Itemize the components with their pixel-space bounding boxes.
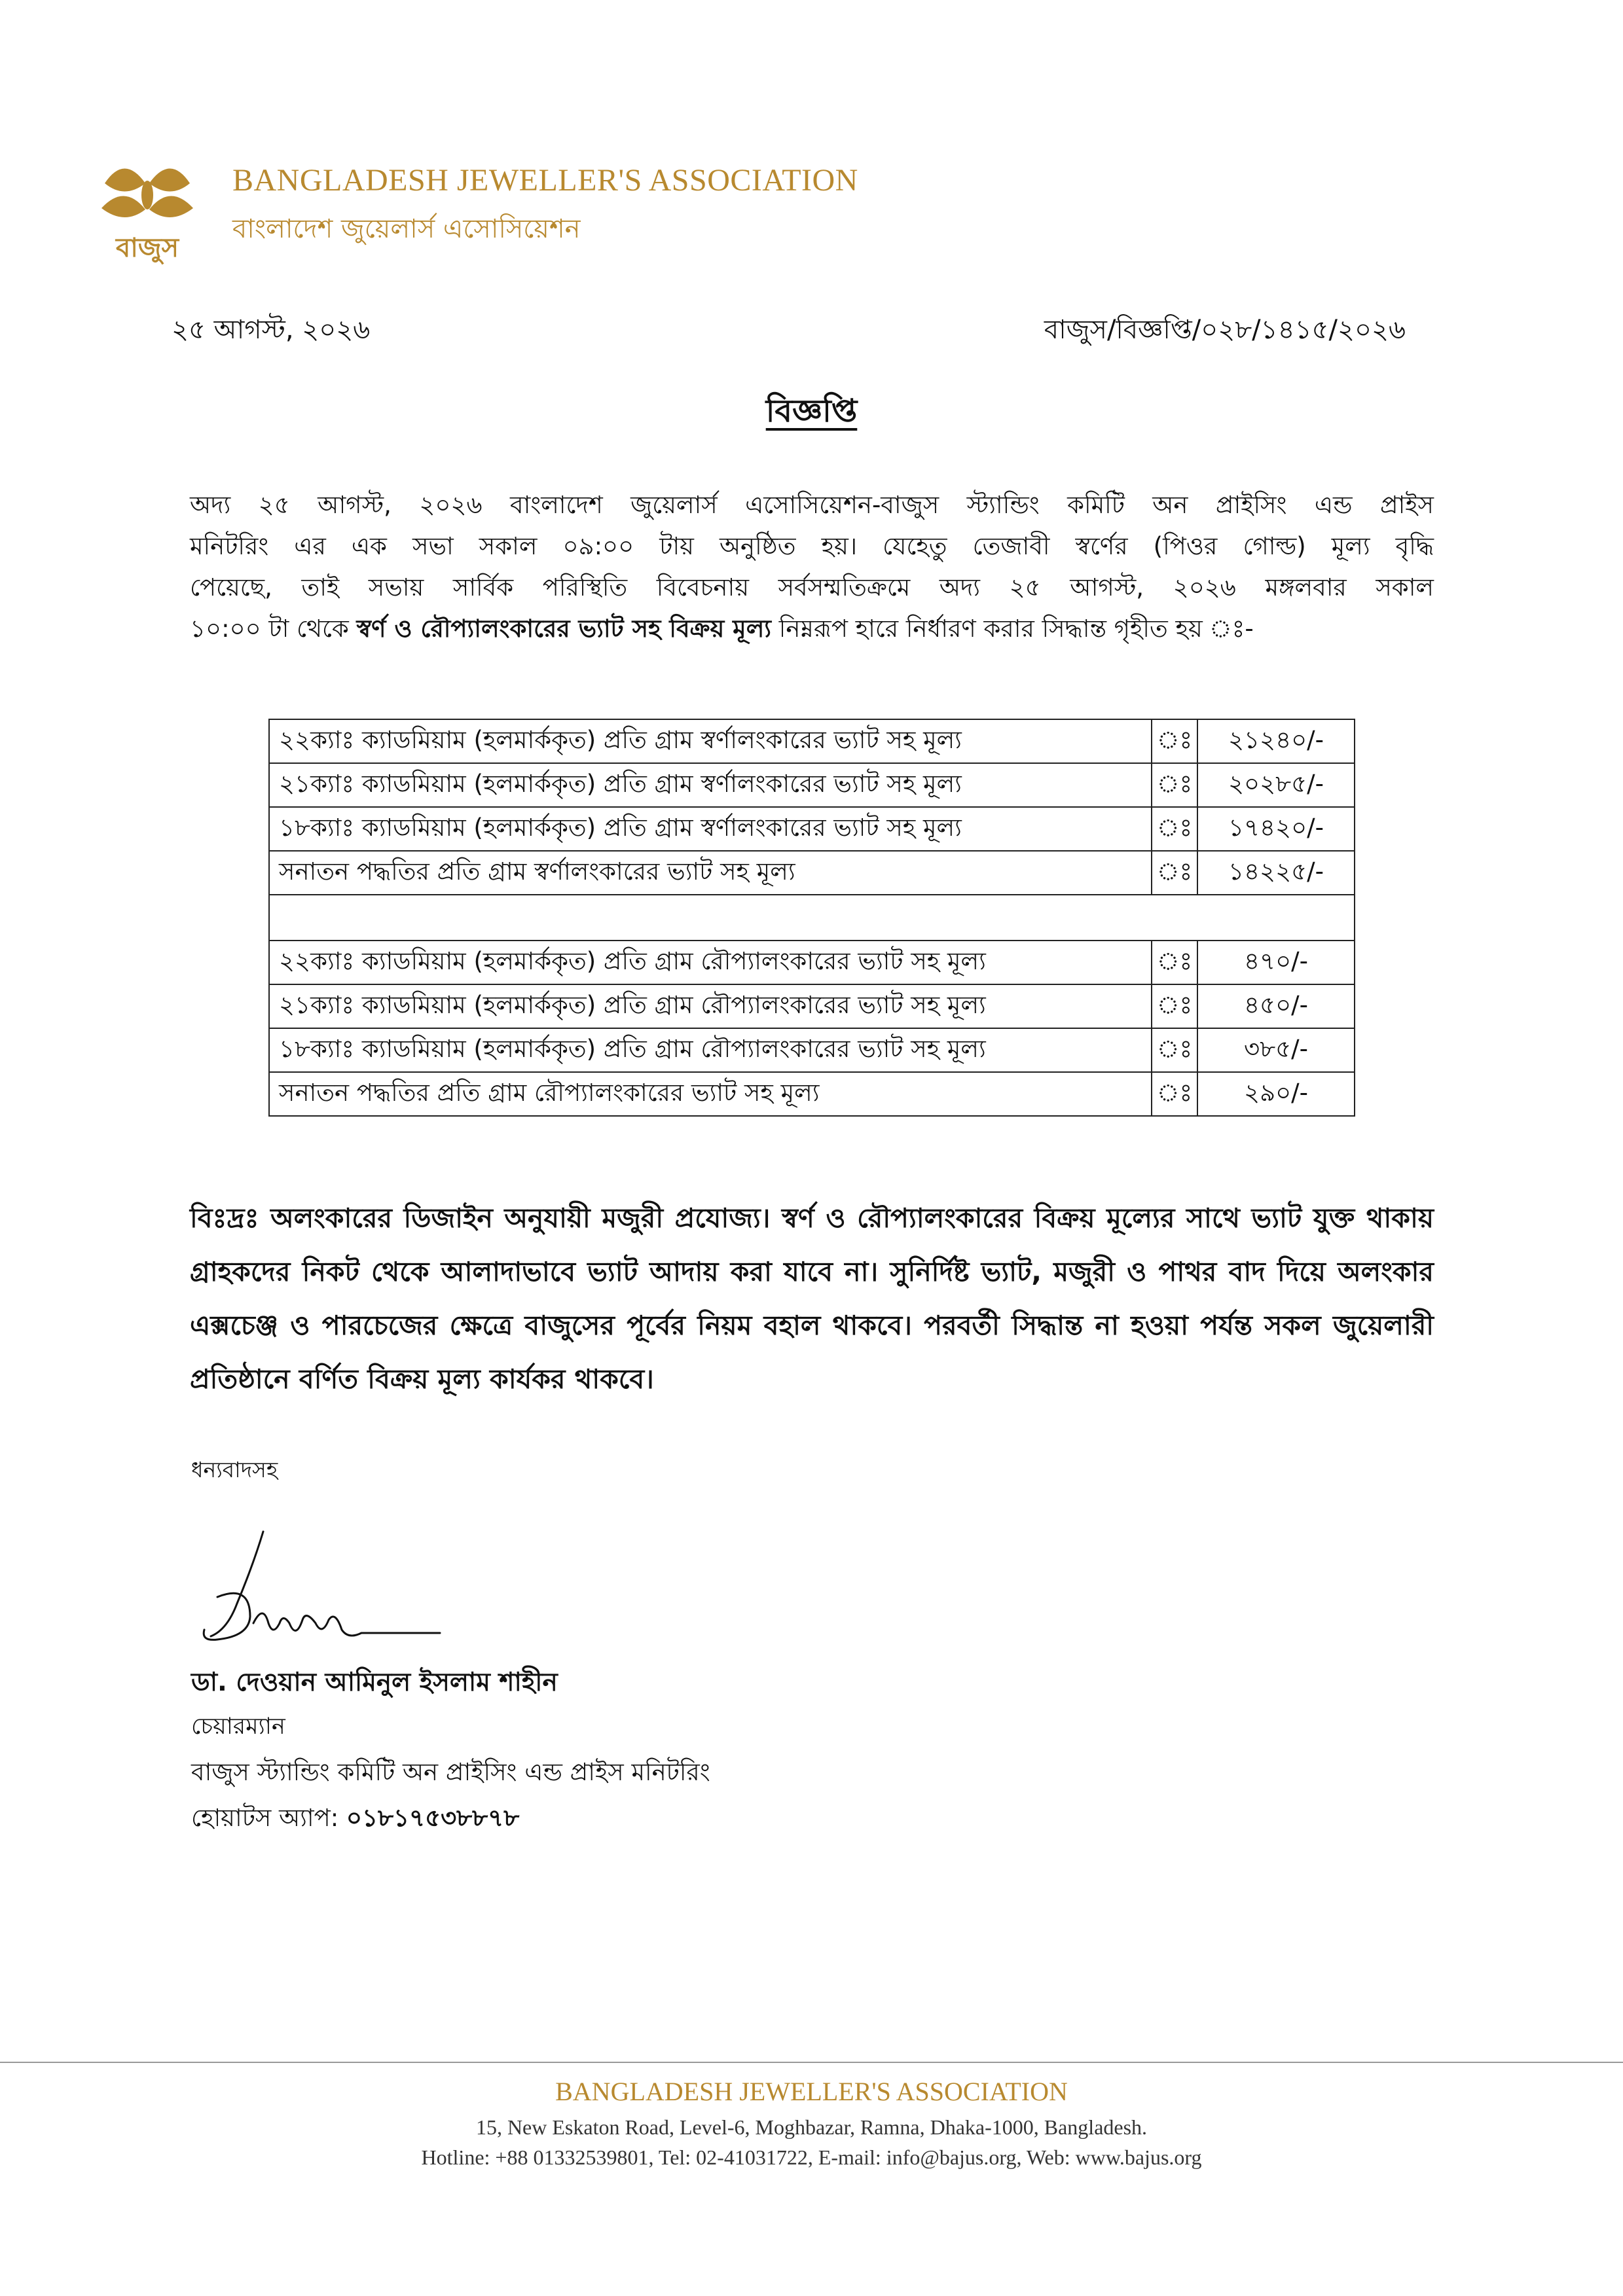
whatsapp-contact bbox=[191, 1799, 519, 1840]
price-table bbox=[268, 719, 1355, 1117]
notice-date: ২৫ আগস্ট, ২০২৬ bbox=[172, 315, 371, 345]
intro-line: মনিটরিং এর এক সভা সকাল ০৯:০০ টায় অনুষ্ঠিত হয়। যেহেতু তেজাবী স্বর্ণের (পিওর গোল্ড) মূল্য বৃদ্ধি bbox=[190, 532, 1434, 560]
price-separator: ঃ bbox=[1152, 763, 1197, 807]
table-row bbox=[269, 1028, 1355, 1072]
intro-line: পেয়েছে, তাই সভায় সার্বিক পরিস্থিতি বিবেচনায় সর্বসম্মতিক্রমে অদ্য ২৫ আগস্ট, ২০২৬ মঙ্গলবার সকাল bbox=[190, 573, 1434, 601]
footer-org-name: BANGLADESH JEWELLER'S ASSOCIATION bbox=[555, 2077, 1068, 2106]
price-separator: ঃ bbox=[1152, 1072, 1197, 1116]
table-row bbox=[269, 1072, 1355, 1116]
price-separator: ঃ bbox=[1152, 941, 1197, 984]
price-value: ২১২৪০/- bbox=[1197, 719, 1355, 763]
signatory-designation: চেয়ারম্যান bbox=[191, 1713, 285, 1740]
footer-contact: Hotline: +88 01332539801, Tel: 02-41031722, E-mail: info@bajus.org, Web: www.bajus.org bbox=[421, 2145, 1202, 2169]
price-description: ২২ক্যাঃ ক্যাডমিয়াম (হলমার্ককৃত) প্রতি গ্রাম রৌপ্যালংকারের ভ্যাট সহ মূল্য bbox=[269, 941, 1152, 984]
price-description: ২২ক্যাঃ ক্যাডমিয়াম (হলমার্ককৃত) প্রতি গ্রাম স্বর্ণালংকারের ভ্যাট সহ মূল্য bbox=[269, 719, 1152, 763]
logo-text: বাজুস bbox=[115, 233, 179, 263]
table-row bbox=[269, 807, 1355, 851]
intro-paragraph bbox=[190, 484, 1434, 649]
price-value: ৪৭০/- bbox=[1197, 941, 1355, 984]
table-row bbox=[269, 851, 1355, 895]
footer-address: 15, New Eskaton Road, Level-6, Moghbazar, Ramna, Dhaka-1000, Bangladesh. bbox=[475, 2115, 1148, 2139]
signature-image bbox=[191, 1525, 466, 1662]
table-spacer-row bbox=[269, 895, 1355, 941]
price-separator: ঃ bbox=[1152, 807, 1197, 851]
signatory-name: ডা. দেওয়ান আমিনুল ইসলাম শাহীন bbox=[191, 1668, 558, 1697]
intro-line: ১০:০০ টা থেকে স্বর্ণ ও রৌপ্যালংকারের ভ্যাট সহ বিক্রয় মূল্য নিম্নরূপ হারে নির্ধারণ করার সিদ্ধান্ত গৃহীত হয় ঃ- bbox=[190, 615, 1254, 643]
whatsapp-label: হোয়াটস অ্যাপ: bbox=[191, 1804, 346, 1832]
price-value: ৪৫০/- bbox=[1197, 984, 1355, 1028]
table-row bbox=[269, 984, 1355, 1028]
note-paragraph: বিঃদ্রঃ অলংকারের ডিজাইন অনুযায়ী মজুরী প্রযোজ্য। স্বর্ণ ও রৌপ্যালংকারের বিক্রয় মূল্যের সাথে ভ্যাট যুক্ত থাকায় গ্রাহকদের নিকট থেকে আলাদাভাবে ভ্যাট আদায় করা যাবে না। সুনির্দিষ্ট ভ্যাট, মজুরী ও পাথর বাদ দিয়ে অলংকার এক্সচেঞ্জ ও পারচেজের ক্ষেত্রে বাজুসের পূর্বের নিয়ম বহাল থাকবে। পরবর্তী সিদ্ধান্ত না হওয়া পর্যন্ত সকল জুয়েলারী প্রতিষ্ঠানে বর্ণিত বিক্রয় মূল্য কার্যকর থাকবে। bbox=[190, 1202, 1434, 1395]
whatsapp-number: ০১৮১৭৫৩৮৮৭৮ bbox=[346, 1804, 520, 1832]
table-row bbox=[269, 941, 1355, 984]
closing-text: ধন্যবাদসহ bbox=[191, 1457, 278, 1482]
price-description: ১৮ক্যাঃ ক্যাডমিয়াম (হলমার্ককৃত) প্রতি গ্রাম স্বর্ণালংকারের ভ্যাট সহ মূল্য bbox=[269, 807, 1152, 851]
price-description: ১৮ক্যাঃ ক্যাডমিয়াম (হলমার্ককৃত) প্রতি গ্রাম রৌপ্যালংকারের ভ্যাট সহ মূল্য bbox=[269, 1028, 1152, 1072]
price-description: সনাতন পদ্ধতির প্রতি গ্রাম রৌপ্যালংকারের ভ্যাট সহ মূল্য bbox=[269, 1072, 1152, 1116]
price-value: ১৪২২৫/- bbox=[1197, 851, 1355, 895]
price-separator: ঃ bbox=[1152, 719, 1197, 763]
price-value: ২৯০/- bbox=[1197, 1072, 1355, 1116]
price-description: সনাতন পদ্ধতির প্রতি গ্রাম স্বর্ণালংকারের ভ্যাট সহ মূল্য bbox=[269, 851, 1152, 895]
price-value: ২০২৮৫/- bbox=[1197, 763, 1355, 807]
bajus-logo bbox=[98, 157, 196, 268]
intro-line: অদ্য ২৫ আগস্ট, ২০২৬ বাংলাদেশ জুয়েলার্স এসোসিয়েশন-বাজুস স্ট্যান্ডিং কমিটি অন প্রাইসিং এন্ড প্রাইস bbox=[190, 491, 1434, 519]
price-description: ২১ক্যাঃ ক্যাডমিয়াম (হলমার্ককৃত) প্রতি গ্রাম স্বর্ণালংকারের ভ্যাট সহ মূল্য bbox=[269, 763, 1152, 807]
org-name-en: BANGLADESH JEWELLER'S ASSOCIATION bbox=[232, 163, 858, 198]
price-separator: ঃ bbox=[1152, 1028, 1197, 1072]
table-row bbox=[269, 719, 1355, 763]
reference-number: বাজুস/বিজ্ঞপ্তি/০২৮/১৪১৫/২০২৬ bbox=[1044, 315, 1406, 345]
intro-highlight: স্বর্ণ ও রৌপ্যালংকারের ভ্যাট সহ বিক্রয় মূল্য bbox=[356, 615, 771, 643]
org-name-bn: বাংলাদেশ জুয়েলার্স এসোসিয়েশন bbox=[232, 214, 581, 244]
price-separator: ঃ bbox=[1152, 851, 1197, 895]
price-separator: ঃ bbox=[1152, 984, 1197, 1028]
notice-title: বিজ্ঞপ্তি bbox=[765, 393, 858, 429]
signatory-committee: বাজুস স্ট্যান্ডিং কমিটি অন প্রাইসিং এন্ড প্রাইস মনিটরিং bbox=[191, 1758, 710, 1786]
price-value: ১৭৪২০/- bbox=[1197, 807, 1355, 851]
price-value: ৩৮৫/- bbox=[1197, 1028, 1355, 1072]
footer-divider bbox=[0, 2062, 1623, 2063]
price-description: ২১ক্যাঃ ক্যাডমিয়াম (হলমার্ককৃত) প্রতি গ্রাম রৌপ্যালংকারের ভ্যাট সহ মূল্য bbox=[269, 984, 1152, 1028]
table-row bbox=[269, 763, 1355, 807]
